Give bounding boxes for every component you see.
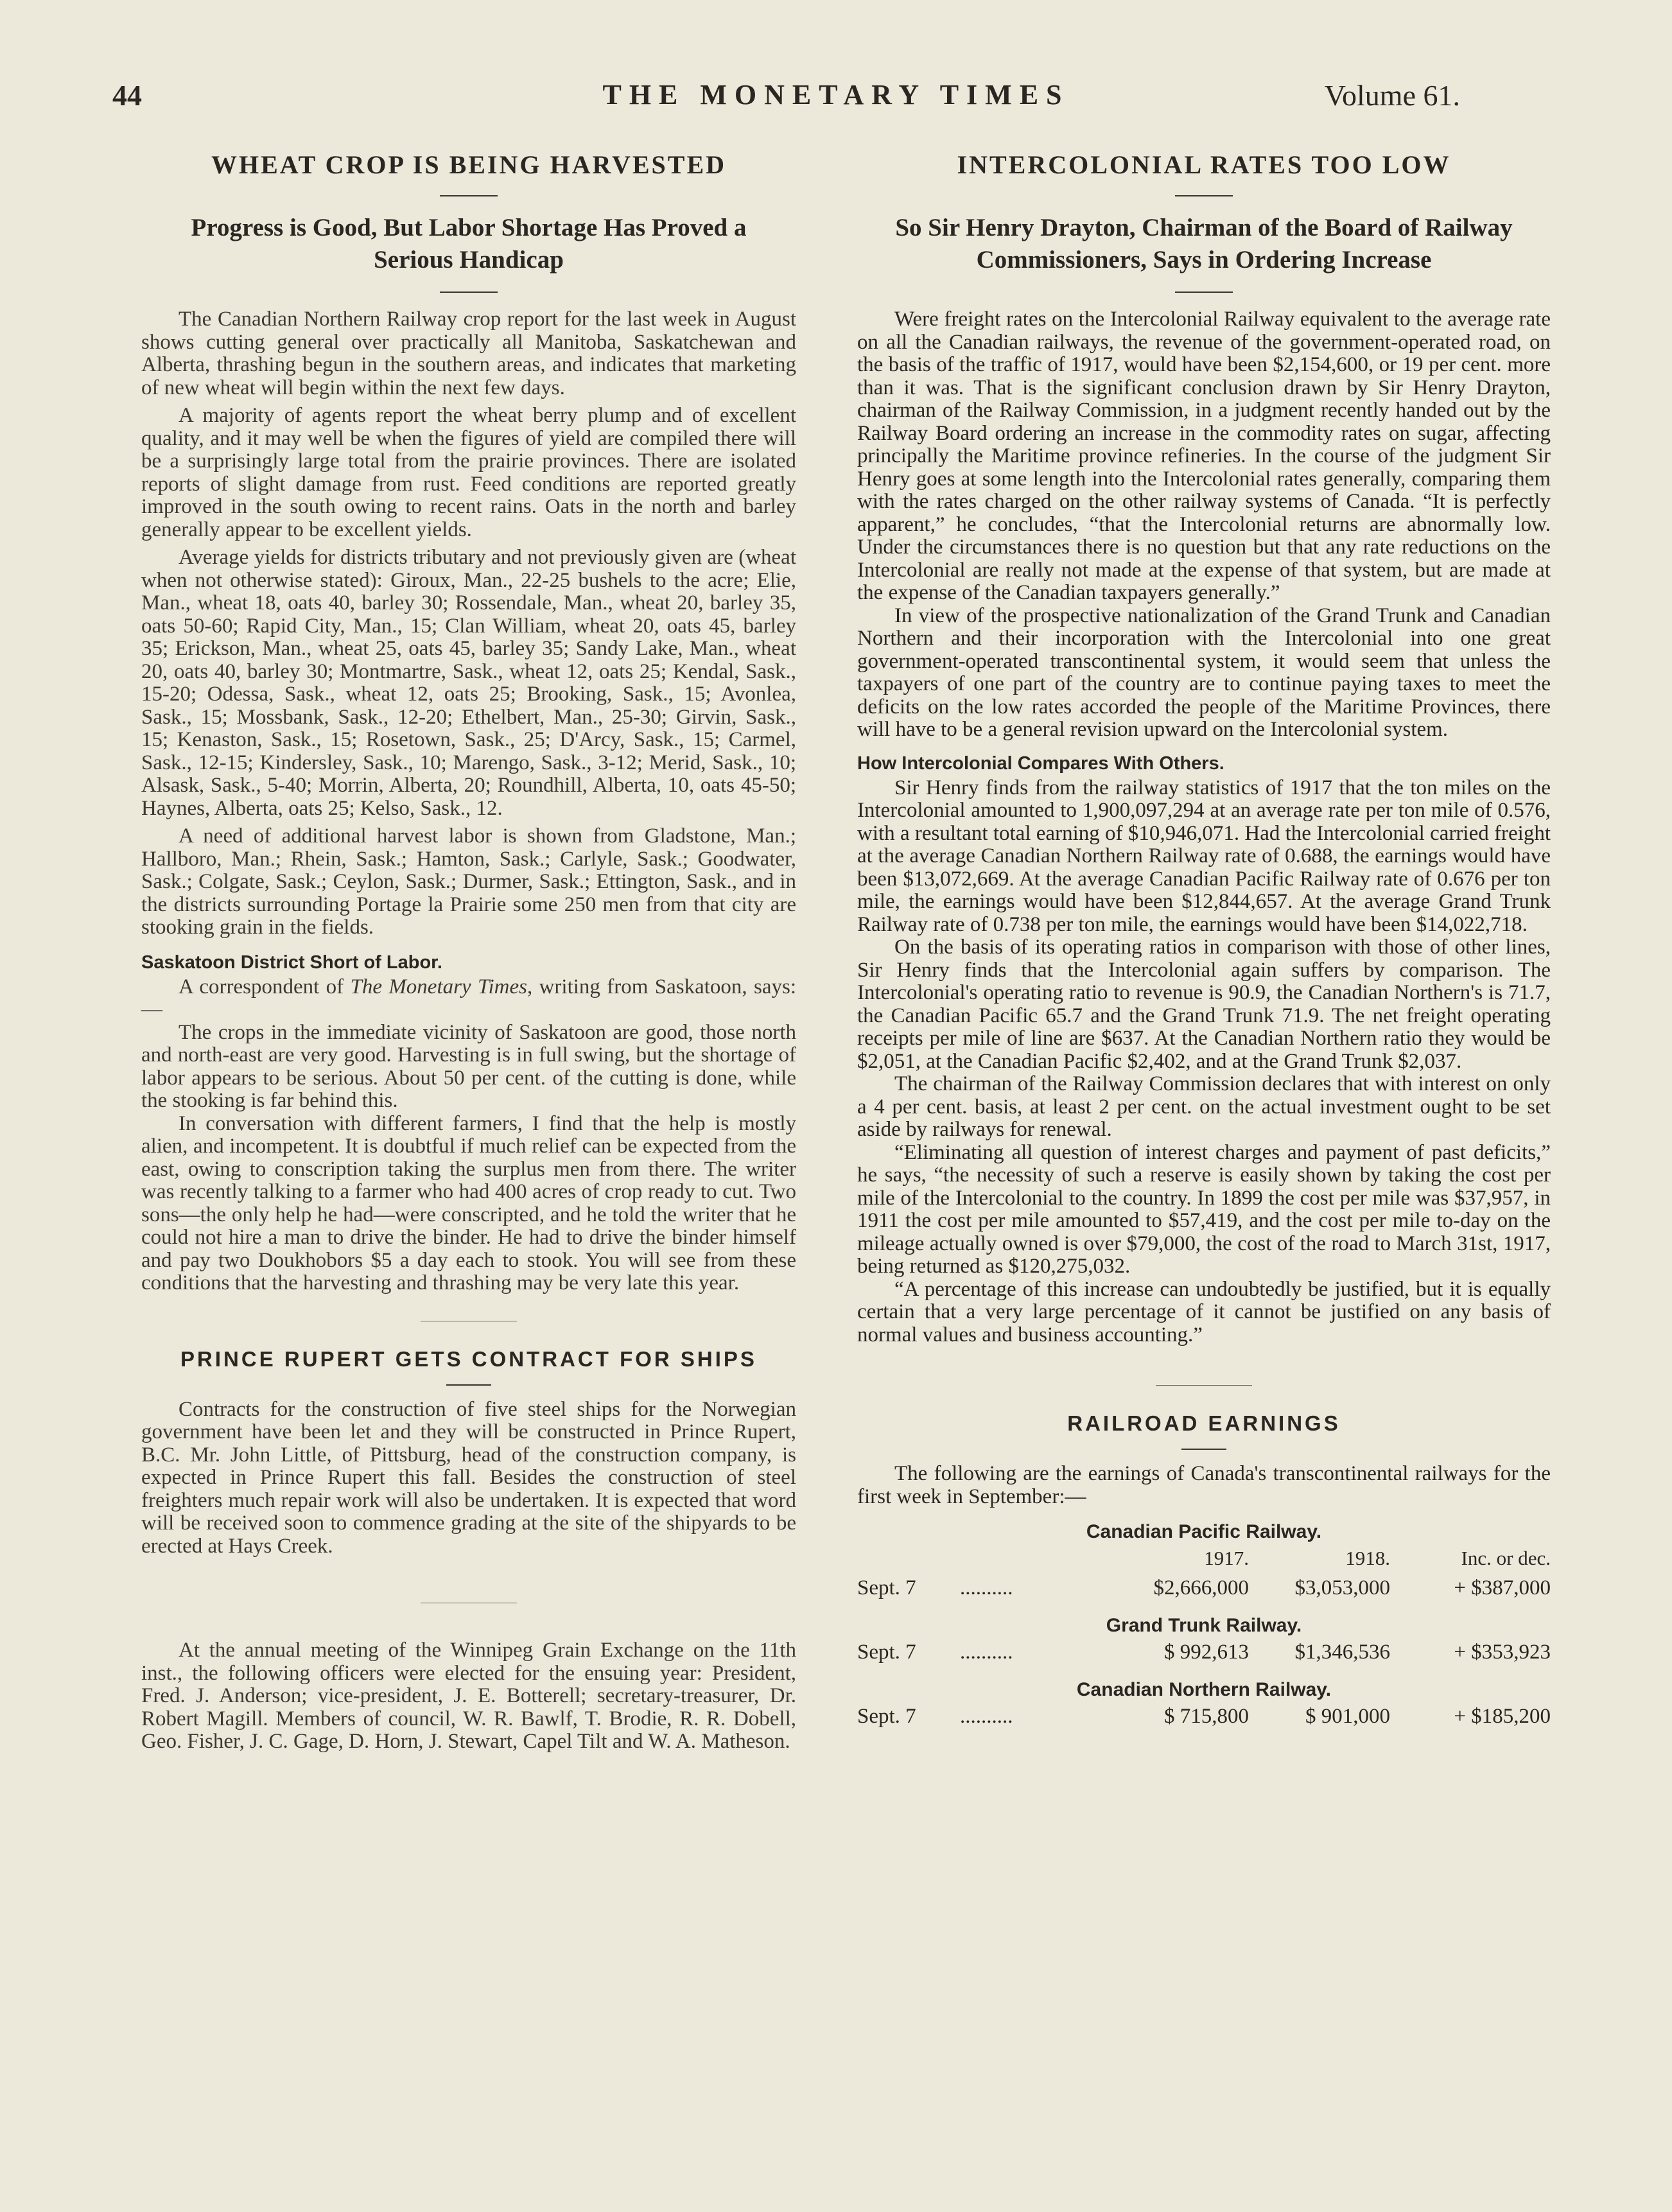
paragraph: “Eliminating all question of interest charges and payment of past deficits,” he says, “the necessity of such a reserve is easily shown by taking the cost per mile of the Intercolonial to the country. In 1899 the cost per mile was $37,957, in 1911 the cost per mile amounted to $57,419, and the cost per mile to-day on the mileage actually owned is over $79,000, the cost of the road to March 31st, 1917, being returned as $120,275,032. [857,1140,1551,1278]
page-number: 44 [112,79,142,112]
divider [440,292,498,293]
section-subhead: How Intercolonial Compares With Others. [857,753,1224,774]
text-run: , writing from Saskatoon, says:— [141,975,796,1021]
paragraph: In conversation with different farmers, I find that the help is mostly alien, and incompetent. It is doubtful if much relief can be expected from the east, owing to conscription taking the surplus men from there. The writer was recently talking to a farmer who had 400 acres of crop ready to cut. Two sons—the only help he had—were conscripted, and he told the writer that he could not hire a man to drive the binder. He had to drive the binder himself and pay two Doukhobors $5 a day each to stook. You will see from these conditions that the harvesting and thrashing may be very late this year. [141,1111,796,1294]
text-run: A correspondent of [179,975,351,998]
leader-dots: .......... [960,1576,1013,1599]
section-subhead: Saskatoon District Short of Labor. [141,952,442,973]
paragraph [141,976,796,1022]
divider [1175,195,1233,196]
article-title: INTERCOLONIAL RATES TOO LOW [957,150,1451,179]
paragraph: Were freight rates on the Intercolonial Railway equivalent to the average rate on all the Canadian railways, the revenue of the government-operated road, on the basis of the traffic of 1917, would have been $2,154,600, or 19 per cent. more than it was. That is the significant conclusion drawn by Sir Henry Drayton, chairman of the Railway Commission, in a judgment recently handed out by the Railway Board ordering an increase in the commodity rates on sugar, affecting principally the Maritime province refineries. In the course of the judgment Sir Henry goes at some length into the Intercolonial rates generally, comparing them with the rates charged on the other railway systems of Canada. “It is perfectly apparent,” he concludes, “that the Intercolonial returns are abnormally low. Under the circumstances there is no question but that any rate reductions on the Intercolonial are really not made at the expense of that system, but are made at the expense of the Canadian taxpayers generally.” [857,308,1551,604]
table-row [857,1705,1551,1734]
row-label: Sept. 7 [857,1576,916,1599]
masthead: THE MONETARY TIMES [602,79,1070,110]
article-intercolonial [857,150,1551,1346]
publication-name: The Monetary Times [350,975,527,998]
railway-name: Canadian Pacific Railway. [1086,1521,1322,1542]
column-header: 1917. [1204,1547,1249,1569]
article-title: RAILROAD EARNINGS [1067,1411,1341,1435]
value-change: + $353,923 [1454,1641,1551,1664]
article-title: WHEAT CROP IS BEING HARVESTED [211,150,727,179]
article-deck: Progress is Good, But Labor Shortage Has Proved a Serious Handicap [191,214,747,274]
row-label: Sept. 7 [857,1641,916,1664]
paragraph: Contracts for the construction of five steel ships for the Norwegian government have been let and they will be constructed in Prince Rupert, B.C. Mr. John Little, of Pittsburg, head of the construction company, is expected in Prince Rupert this fall. Besides the construction of steel freighters much repair work will also be undertaken. It is expected that word will be received soon to commence grading at the site of the shipyards to be erected at Hays Creek. [141,1397,796,1558]
paragraph: At the annual meeting of the Winnipeg Grain Exchange on the 11th inst., the following officers were elected for the ensuing year: President, Fred. J. Anderson; vice-president, J. E. Botterell; secretary-treasurer, Dr. Robert Magill. Members of council, W. R. Bawlf, T. Brodie, R. R. Dobell, Geo. Fisher, J. C. Gage, D. Horn, J. Stewart, Capel Tilt and W. A. Matheson. [141,1639,796,1753]
value-change: + $387,000 [1454,1576,1551,1599]
paragraph: A majority of agents report the wheat berry plump and of excellent quality, and it may well be when the figures of yield are compiled there will be a surprisingly large total from the prairie provinces. There are isolated reports of slight damage from rust. Feed conditions are reported greatly improved in the south owing to recent rains. Oats in the north and barley generally appear to be excellent yields. [141,404,796,541]
paragraph: The following are the earnings of Canada's transcontinental railways for the first week in September:— [857,1462,1551,1508]
divider [1175,292,1233,293]
railway-name: Canadian Northern Railway. [1076,1679,1332,1700]
value-change: + $185,200 [1454,1705,1551,1728]
left-column [141,144,796,1754]
value-1918: $ 901,000 [1305,1705,1390,1728]
row-label: Sept. 7 [857,1705,916,1728]
divider [440,195,498,196]
divider [1156,1385,1252,1386]
article-grain-exchange [141,1639,796,1754]
value-1917: $ 992,613 [1164,1641,1249,1664]
article-title: PRINCE RUPERT GETS CONTRACT FOR SHIPS [180,1346,757,1371]
value-1918: $3,053,000 [1294,1576,1390,1599]
value-1917: $ 715,800 [1164,1705,1249,1728]
table-row [857,1641,1551,1670]
volume-label: Volume 61. [1324,79,1460,112]
right-column [857,144,1551,1734]
value-1917: $2,666,000 [1153,1576,1249,1599]
paragraph: On the basis of its operating ratios in comparison with those of other lines, Sir Henry finds that the Intercolonial again suffers by comparison. The Intercolonial's operating ratio to revenue is 90.9, the Canadian Northern's is 71.7, the Canadian Pacific 65.7 and the Grand Trunk 71.9. The net freight operating receipts per mile of line are $637. At the Canadian Northern ratio they would be $2,051, at the Canadian Pacific $2,402, and at the Grand Trunk $2,037. [857,936,1551,1073]
leader-dots: .......... [960,1641,1013,1664]
paragraph: Sir Henry finds from the railway statistics of 1917 that the ton miles on the Intercolonial amounted to 1,900,097,294 at an average rate per ton mile of 0.576, with a resultant total earning of $10,946,071. Had the Intercolonial carried freight at the average Canadian Northern Railway rate of 0.688, the earnings would have been $13,072,669. At the average Canadian Pacific Railway rate of 0.676 per ton mile, the earnings would have been $12,844,657. At the average Grand Trunk Railway rate of 0.738 per ton mile, the earnings would have been $14,022,718. [857,776,1551,936]
paragraph: The chairman of the Railway Commission declares that with interest on only a 4 per cent. basis, at least 2 per cent. on the actual investment ought to be set aside by railways for renewal. [857,1072,1551,1141]
paragraph: The Canadian Northern Railway crop report for the last week in August shows cutting general over practically all Manitoba, Saskatchewan and Alberta, thrashing begun in the southern areas, and indicates that marketing of new wheat will begin within the next few days. [141,308,796,399]
paragraph: The crops in the immediate vicinity of Saskatoon are good, those north and north-east are very good. Harvesting is in full swing, but the shortage of labor appears to be serious. About 50 per cent. of the cutting is done, while the stooking is far behind this. [141,1020,796,1112]
page-header [0,78,1672,117]
article-deck: So Sir Henry Drayton, Chairman of the Board of Railway Commissioners, Says in Ordering Increase [895,214,1513,274]
column-header: Inc. or dec. [1461,1547,1551,1569]
divider [446,1384,491,1386]
column-header: 1918. [1345,1547,1390,1569]
railway-name: Grand Trunk Railway. [1106,1615,1302,1636]
value-1918: $1,346,536 [1294,1641,1390,1664]
paragraph: A need of additional harvest labor is shown from Gladstone, Man.; Hallboro, Man.; Rhein, Sask.; Hamton, Sask.; Carlyle, Sask.; Goodwater, Sask.; Colgate, Sask.; Ceylon, Sask.; Durmer, Sask.; Ettington, Sask., and in the districts surrounding Portage la Prairie some 250 men from that city are stooking grain in the fields. [141,824,796,939]
paragraph: Average yields for districts tributary and not previously given are (wheat when not otherwise stated): Giroux, Man., 22-25 bushels to the acre; Elie, Man., wheat 18, oats 40, barley 30; Rossendale, Man., wheat 20, barley 35, oats 50-60; Rapid City, Man., 15; Clan William, wheat 20, oats 45, barley 35; Erickson, Man., wheat 25, oats 45, barley 35; Sandy Lake, Man., wheat 20, oats 40, barley 30; Montmartre, Sask., wheat 12, oats 25; Kendal, Sask., 15-20; Odessa, Sask., wheat 12, oats 25; Brooking, Sask., 15; Avonlea, Sask., 15; Mossbank, Sask., 12-20; Ethelbert, Man., 25-30; Girvin, Sask., 15; Kenaston, Sask., 15; Rosetown, Sask., 25; D'Arcy, Sask., 15; Carmel, Sask., 12-15; Kindersley, Sask., 10; Marengo, Sask., 3-12; Merid, Sask., 10; Alsask, Sask., 5-40; Morrin, Alberta, 20; Roundhill, Alberta, 10, oats 45-50; Haynes, Alberta, oats 25; Kelso, Sask., 12. [141,546,796,820]
earnings-table [857,1521,1551,1734]
table-row [857,1576,1551,1606]
article-railroad-earnings [857,1411,1551,1734]
paragraph: In view of the prospective nationalization of the Grand Trunk and Canadian Northern and their incorporation with the Intercolonial into one great government-operated transcontinental system, it would seem that unless the taxpayers of one part of the country are to continue paying taxes to meet the deficits on the low rates accorded the people of the Maritime Provinces, there will have to be a general revision upward on the Intercolonial system. [857,604,1551,741]
paragraph: “A percentage of this increase can undoubtedly be justified, but it is equally certain that a very large percentage of it cannot be justified on any basis of normal values and business accounting.” [857,1277,1551,1346]
leader-dots: .......... [960,1705,1013,1728]
divider [1181,1449,1226,1450]
article-prince-rupert [141,1347,796,1558]
table-header-row [857,1547,1551,1576]
article-wheat-crop [141,150,796,1295]
